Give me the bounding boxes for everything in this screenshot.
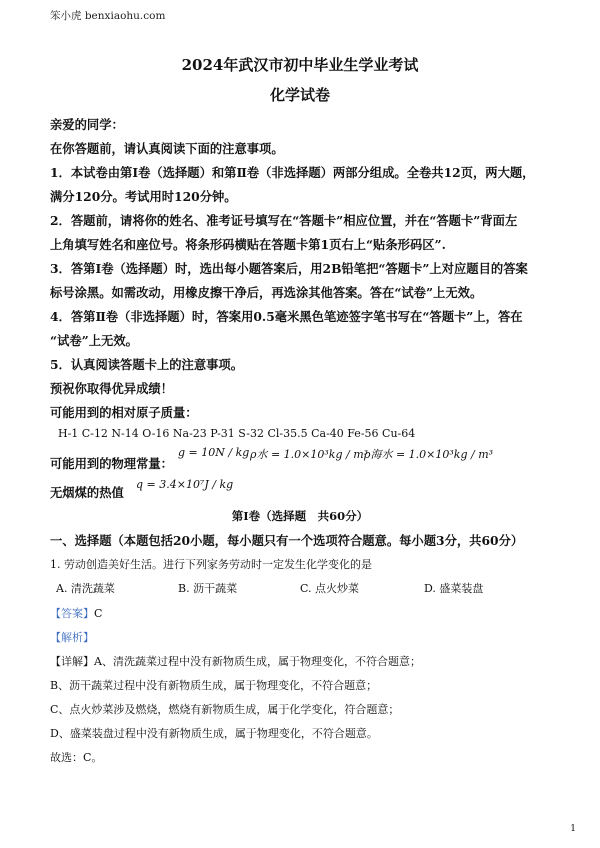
note-1-line-1: 1．本试卷由第Ⅰ卷（选择题）和第Ⅱ卷（非选择题）两部分组成。全卷共12页，两大题， [50, 165, 535, 180]
answer-tag: 【答案】 [50, 607, 94, 620]
note-3-line-2: 标号涂黑。如需改动，用橡皮擦干净后，再选涂其他答案。答在“试卷”上无效。 [50, 285, 483, 300]
section-heading: 一、选择题（本题包括20小题，每小题只有一个选项符合题意。每小题3分，共60分） [50, 533, 524, 548]
instructions-lead: 在你答题前，请认真阅读下面的注意事项。 [50, 141, 284, 156]
question-1-stem: 1. 劳动创造美好生活。进行下列家务劳动时一定发生化学变化的是 [50, 558, 372, 571]
exam-title: 2024年武汉市初中毕业生学业考试 [181, 56, 419, 74]
note-4-line-1: 4．答第Ⅱ卷（非选择题）时，答案用0.5毫米黑色笔迹签字笔书写在“答题卡”上，答在 [50, 309, 523, 324]
water-density: ρ水 = 1.0×10³kg / m³ [250, 448, 369, 461]
note-2-line-2: 上角填写姓名和座位号。将条形码横贴在答题卡第1页右上“贴条形码区”. [50, 237, 446, 252]
section-title: 第Ⅰ卷（选择题 共60分） [231, 509, 369, 523]
question-1-option-c: C. 点火炒菜 [300, 582, 360, 595]
note-5: 5．认真阅读答题卡上的注意事项。 [50, 357, 244, 372]
page-number: 1 [570, 824, 576, 834]
question-1-option-b: B. 沥干蔬菜 [178, 582, 238, 595]
answer-row [50, 605, 102, 621]
conclusion: 故选：C。 [50, 751, 103, 764]
gravity-constant: g = 10N / kg [178, 446, 250, 459]
atomic-mass-label: 可能用到的相对原子质量： [50, 405, 198, 420]
detail-line: B、沥干蔬菜过程中没有新物质生成，属于物理变化，不符合题意； [50, 679, 378, 692]
answer-value: C [94, 607, 103, 620]
question-1-option-a: A. 清洗蔬菜 [56, 582, 115, 595]
note-1-line-2: 满分120分。考试用时120分钟。 [50, 189, 237, 204]
note-3-line-1: 3．答第Ⅰ卷（选择题）时，选出每小题答案后，用2B铅笔把“答题卡”上对应题目的答案 [50, 261, 528, 276]
seawater-density: ρ海水 = 1.0×10³kg / m³ [364, 448, 494, 461]
detail-row-1 [50, 653, 421, 669]
detail-line: A、清洗蔬菜过程中没有新物质生成，属于物理变化，不符合题意； [94, 655, 421, 668]
atomic-mass-values: H-1 C-12 N-14 O-16 Na-23 P-31 S-32 Cl-35.5 Ca-40 Fe-56 Cu-64 [58, 427, 416, 440]
detail-line: D、盛菜装盘过程中没有新物质生成，属于物理变化，不符合题意。 [50, 727, 378, 740]
question-1-option-d: D. 盛菜装盘 [424, 582, 484, 595]
header-watermark: 笨小虎 benxiaohu.com [50, 10, 166, 22]
greeting: 亲爱的同学： [50, 117, 124, 132]
exam-subtitle: 化学试卷 [269, 86, 330, 104]
heat-value: q = 3.4×10⁷J / kg [136, 478, 234, 491]
good-luck-wish: 预祝你取得优异成绩！ [50, 381, 173, 396]
note-4-line-2: “试卷”上无效。 [50, 333, 138, 348]
note-2-line-1: 2．答题前，请将你的姓名、准考证号填写在“答题卡”相应位置，并在“答题卡”背面左 [50, 213, 518, 228]
heat-value-label: 无烟煤的热值 [50, 485, 124, 500]
analysis-tag: 【解析】 [50, 631, 94, 644]
detail-tag: 【详解】 [50, 655, 94, 668]
physics-constants-label: 可能用到的物理常量： [50, 456, 173, 471]
detail-line: C、点火炒菜涉及燃烧，燃烧有新物质生成，属于化学变化，符合题意； [50, 703, 400, 716]
